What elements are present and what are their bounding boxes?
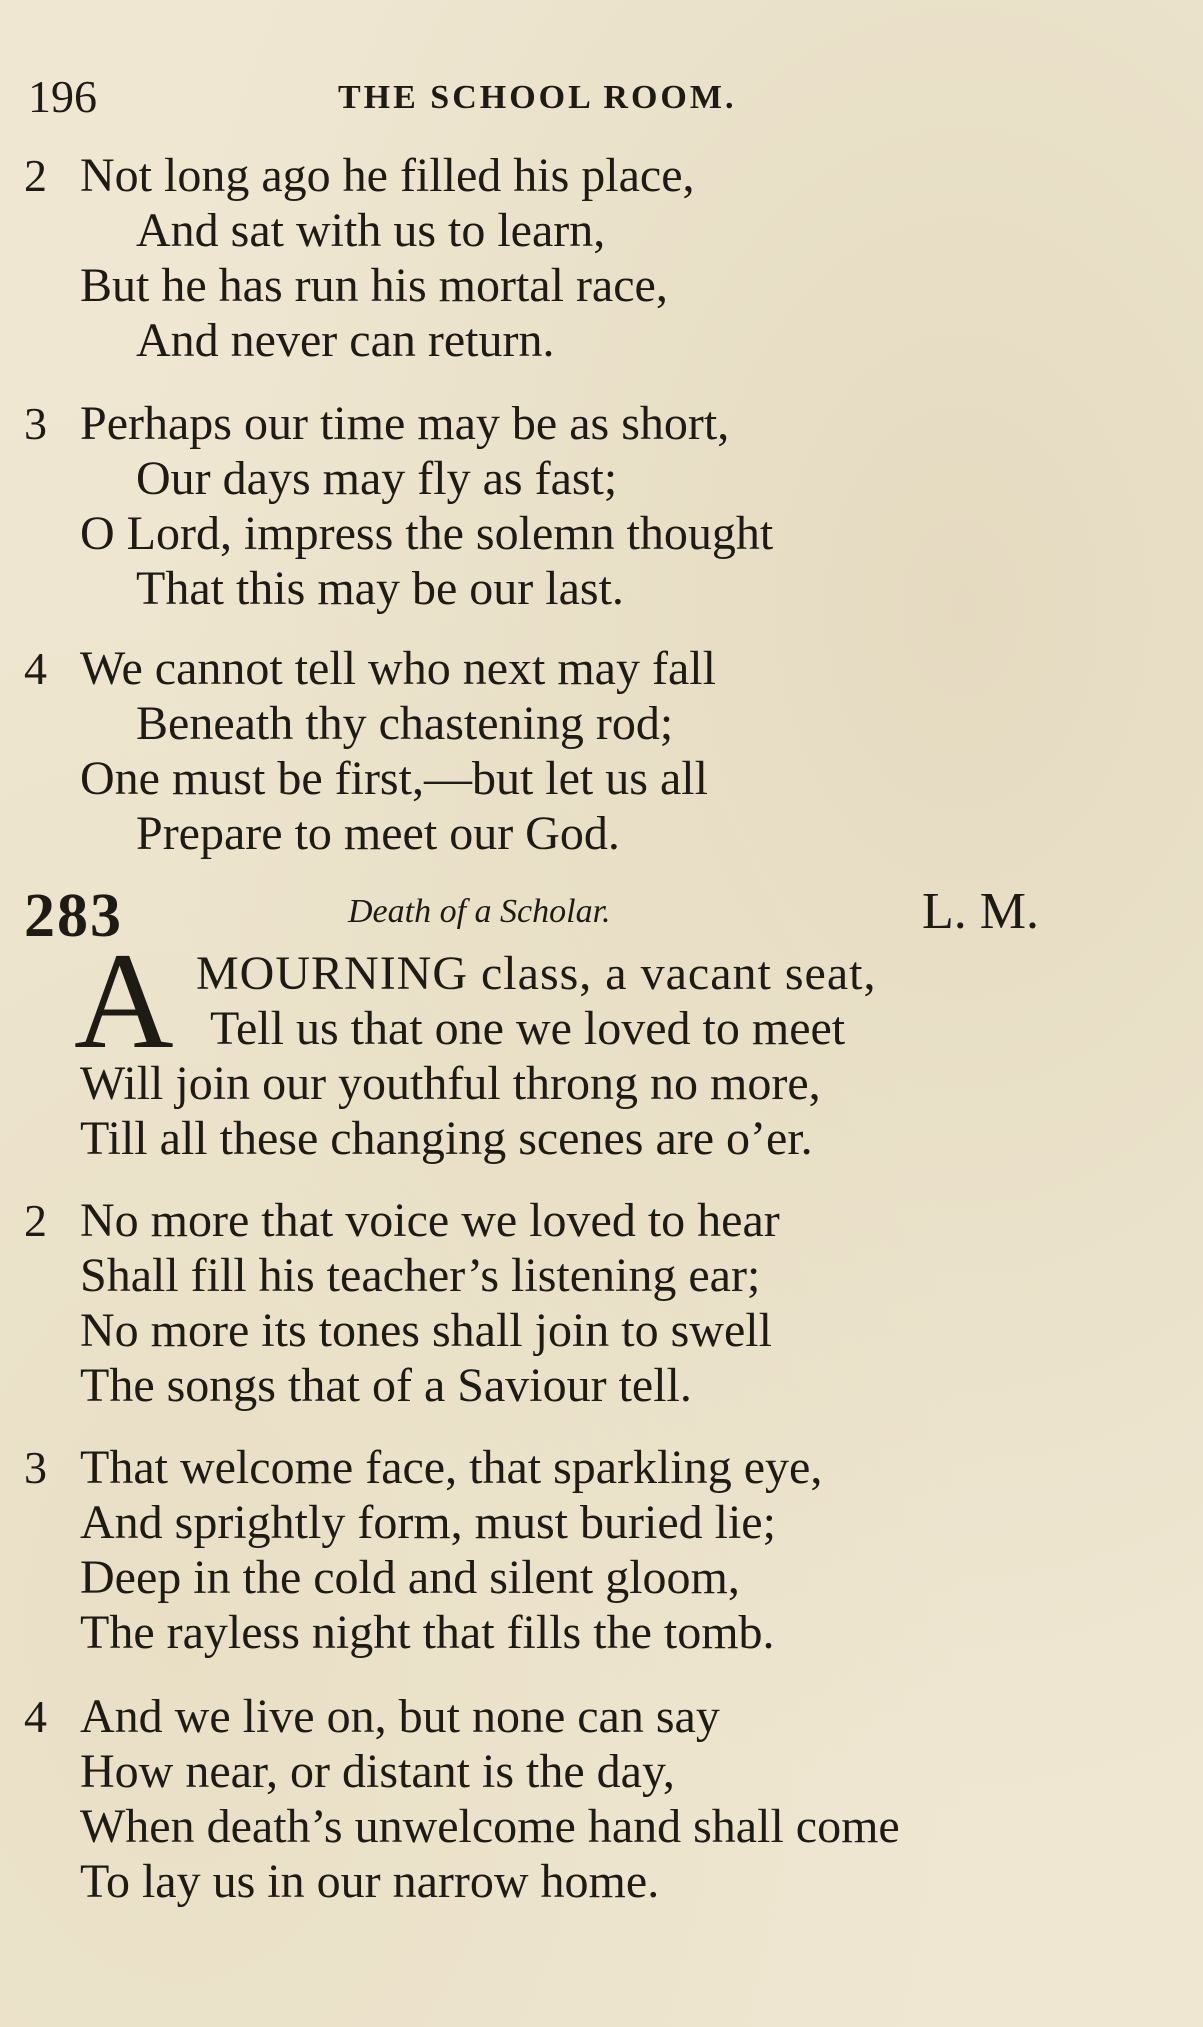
verse-line: Our days may fly as fast; [136,452,618,505]
verse-line: One must be first,—but let us all [80,752,708,805]
verse-line: Perhaps our time may be as short, [80,397,730,450]
stanza-number: 4 [24,1691,47,1742]
verse-line: And we live on, but none can say [80,1690,720,1743]
verse-line: And never can return. [136,314,555,367]
verse-line: Not long ago he filled his place, [80,149,695,202]
verse-line: Prepare to meet our God. [136,807,620,860]
verse-line: No more its tones shall join to swell [80,1304,772,1357]
verse-line: We cannot tell who next may fall [80,642,716,695]
stanza-number: 3 [24,398,47,449]
verse-line: And sat with us to learn, [136,204,606,257]
verse-line: How near, or distant is the day, [80,1745,675,1798]
verse-line: That welcome face, that sparkling eye, [80,1441,823,1494]
verse-line: Will join our youthful throng no more, [80,1057,821,1110]
verse-line: Tell us that one we loved to meet [210,1002,846,1055]
stanza-number: 2 [24,150,47,201]
page-header [28,72,1178,122]
verse-line: When death’s unwelcome hand shall come [80,1800,900,1853]
verse-line: O Lord, impress the solemn thought [80,507,774,560]
verse-line: Beneath thy chastening rod; [136,697,674,750]
hymn-number: 283 [24,882,123,950]
verse-line: And sprightly form, must buried lie; [80,1496,776,1549]
verse-line: The songs that of a Saviour tell. [80,1359,692,1412]
drop-cap: A [74,924,174,1077]
stanza-number: 4 [24,643,47,694]
verse-line: That this may be our last. [136,562,624,615]
verse-line: The rayless night that fills the tomb. [80,1606,775,1659]
verse-line: MOURNING class, a vacant seat, [196,947,877,1000]
verse-line: No more that voice we loved to hear [80,1194,780,1247]
stanza-number: 2 [24,1195,47,1246]
running-head: THE SCHOOL ROOM. [338,79,737,116]
hymn-meter: L. M. [922,883,1039,940]
stanza-number: 3 [24,1442,47,1493]
verse-line: Till all these changing scenes are o’er. [80,1112,813,1165]
verse-line: Deep in the cold and silent gloom, [80,1551,740,1604]
page-number: 196 [28,71,97,122]
verse-line: To lay us in our narrow home. [80,1855,660,1908]
hymn-title: Death of a Scholar. [348,893,611,930]
verse-line: Shall fill his teacher’s listening ear; [80,1249,761,1302]
verse-line: But he has run his mortal race, [80,259,668,312]
